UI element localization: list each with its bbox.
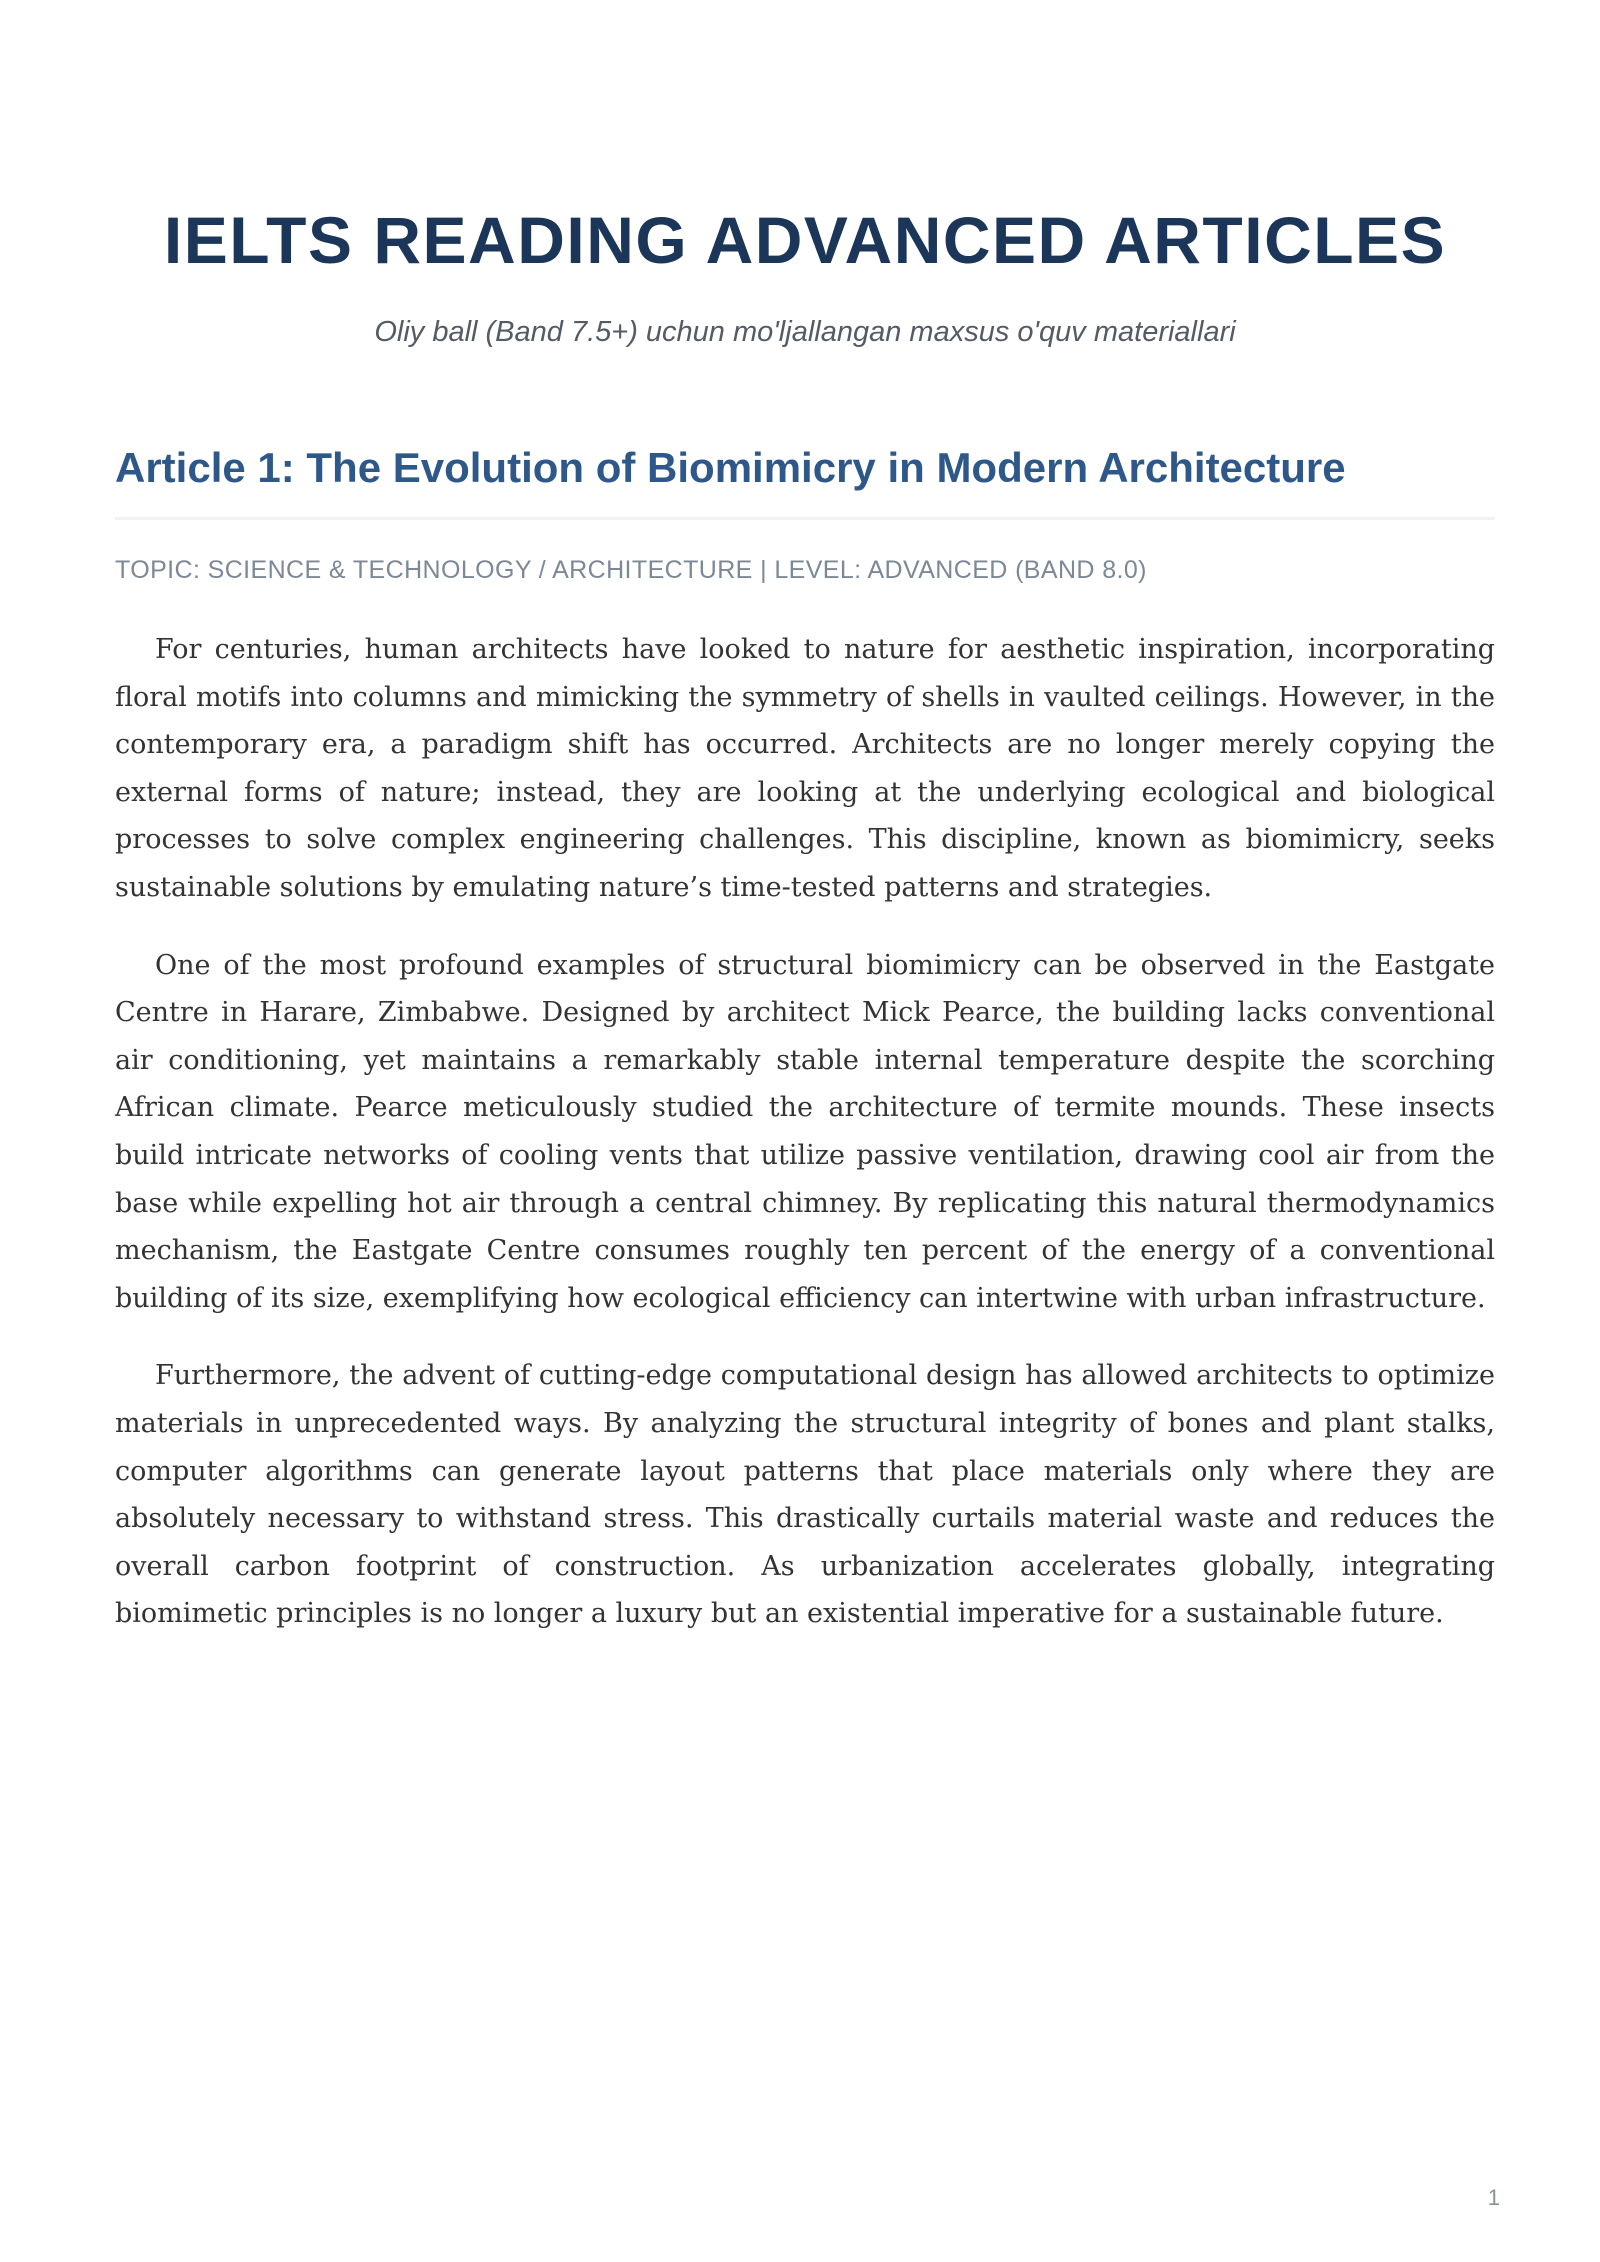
article-heading: Article 1: The Evolution of Biomimicry in Modern Architecture xyxy=(115,444,1346,491)
document-subtitle: Oliy ball (Band 7.5+) uchun mo'ljallangan maxsus o'quv materiallari xyxy=(374,316,1236,348)
article-paragraph: For centuries, human architects have looked to nature for aesthetic inspiration, incorporating floral motifs into columns and mimicking the symmetry of shells in vaulted ceilings. However, in the contemporary era, a paradigm shift has occurred. Architects are no longer merely copying the external forms of nature; instead, they are looking at the underlying ecological and biological processes to solve complex engineering challenges. This discipline, known as biomimicry, seeks sustainable solutions by emulating nature’s time-tested patterns and strategies. xyxy=(115,634,1495,903)
article-meta: TOPIC: SCIENCE & TECHNOLOGY / ARCHITECTURE | LEVEL: ADVANCED (BAND 8.0) xyxy=(115,556,1147,584)
page-number: 1 xyxy=(1487,2185,1500,2210)
heading-divider xyxy=(115,517,1495,520)
document-title: IELTS READING ADVANCED ARTICLES xyxy=(163,203,1447,277)
article-paragraph: One of the most profound examples of structural biomimicry can be observed in the Eastgate Centre in Harare, Zimbabwe. Designed by architect Mick Pearce, the building lacks conventional air conditioning, yet maintains a remarkably stable internal temperature despite the scorching African climate. Pearce meticulously studied the architecture of termite mounds. These insects build intricate networks of cooling vents that utilize passive ventilation, drawing cool air from the base while expelling hot air through a central chimney. By replicating this natural thermodynamics mechanism, the Eastgate Centre consumes roughly ten percent of the energy of a conventional building of its size, exemplifying how ecological efficiency can intertwine with urban infrastructure. xyxy=(115,949,1495,1314)
article-paragraph: Furthermore, the advent of cutting-edge computational design has allowed architects to optimize materials in unprecedented ways. By analyzing the structural integrity of bones and plant stalks, computer algorithms can generate layout patterns that place materials only where they are absolutely necessary to withstand stress. This drastically curtails material waste and reduces the overall carbon footprint of construction. As urbanization accelerates globally, integrating biomimetic principles is no longer a luxury but an existential imperative for a sustainable future. xyxy=(115,1360,1495,1630)
article-body xyxy=(115,626,1495,1668)
